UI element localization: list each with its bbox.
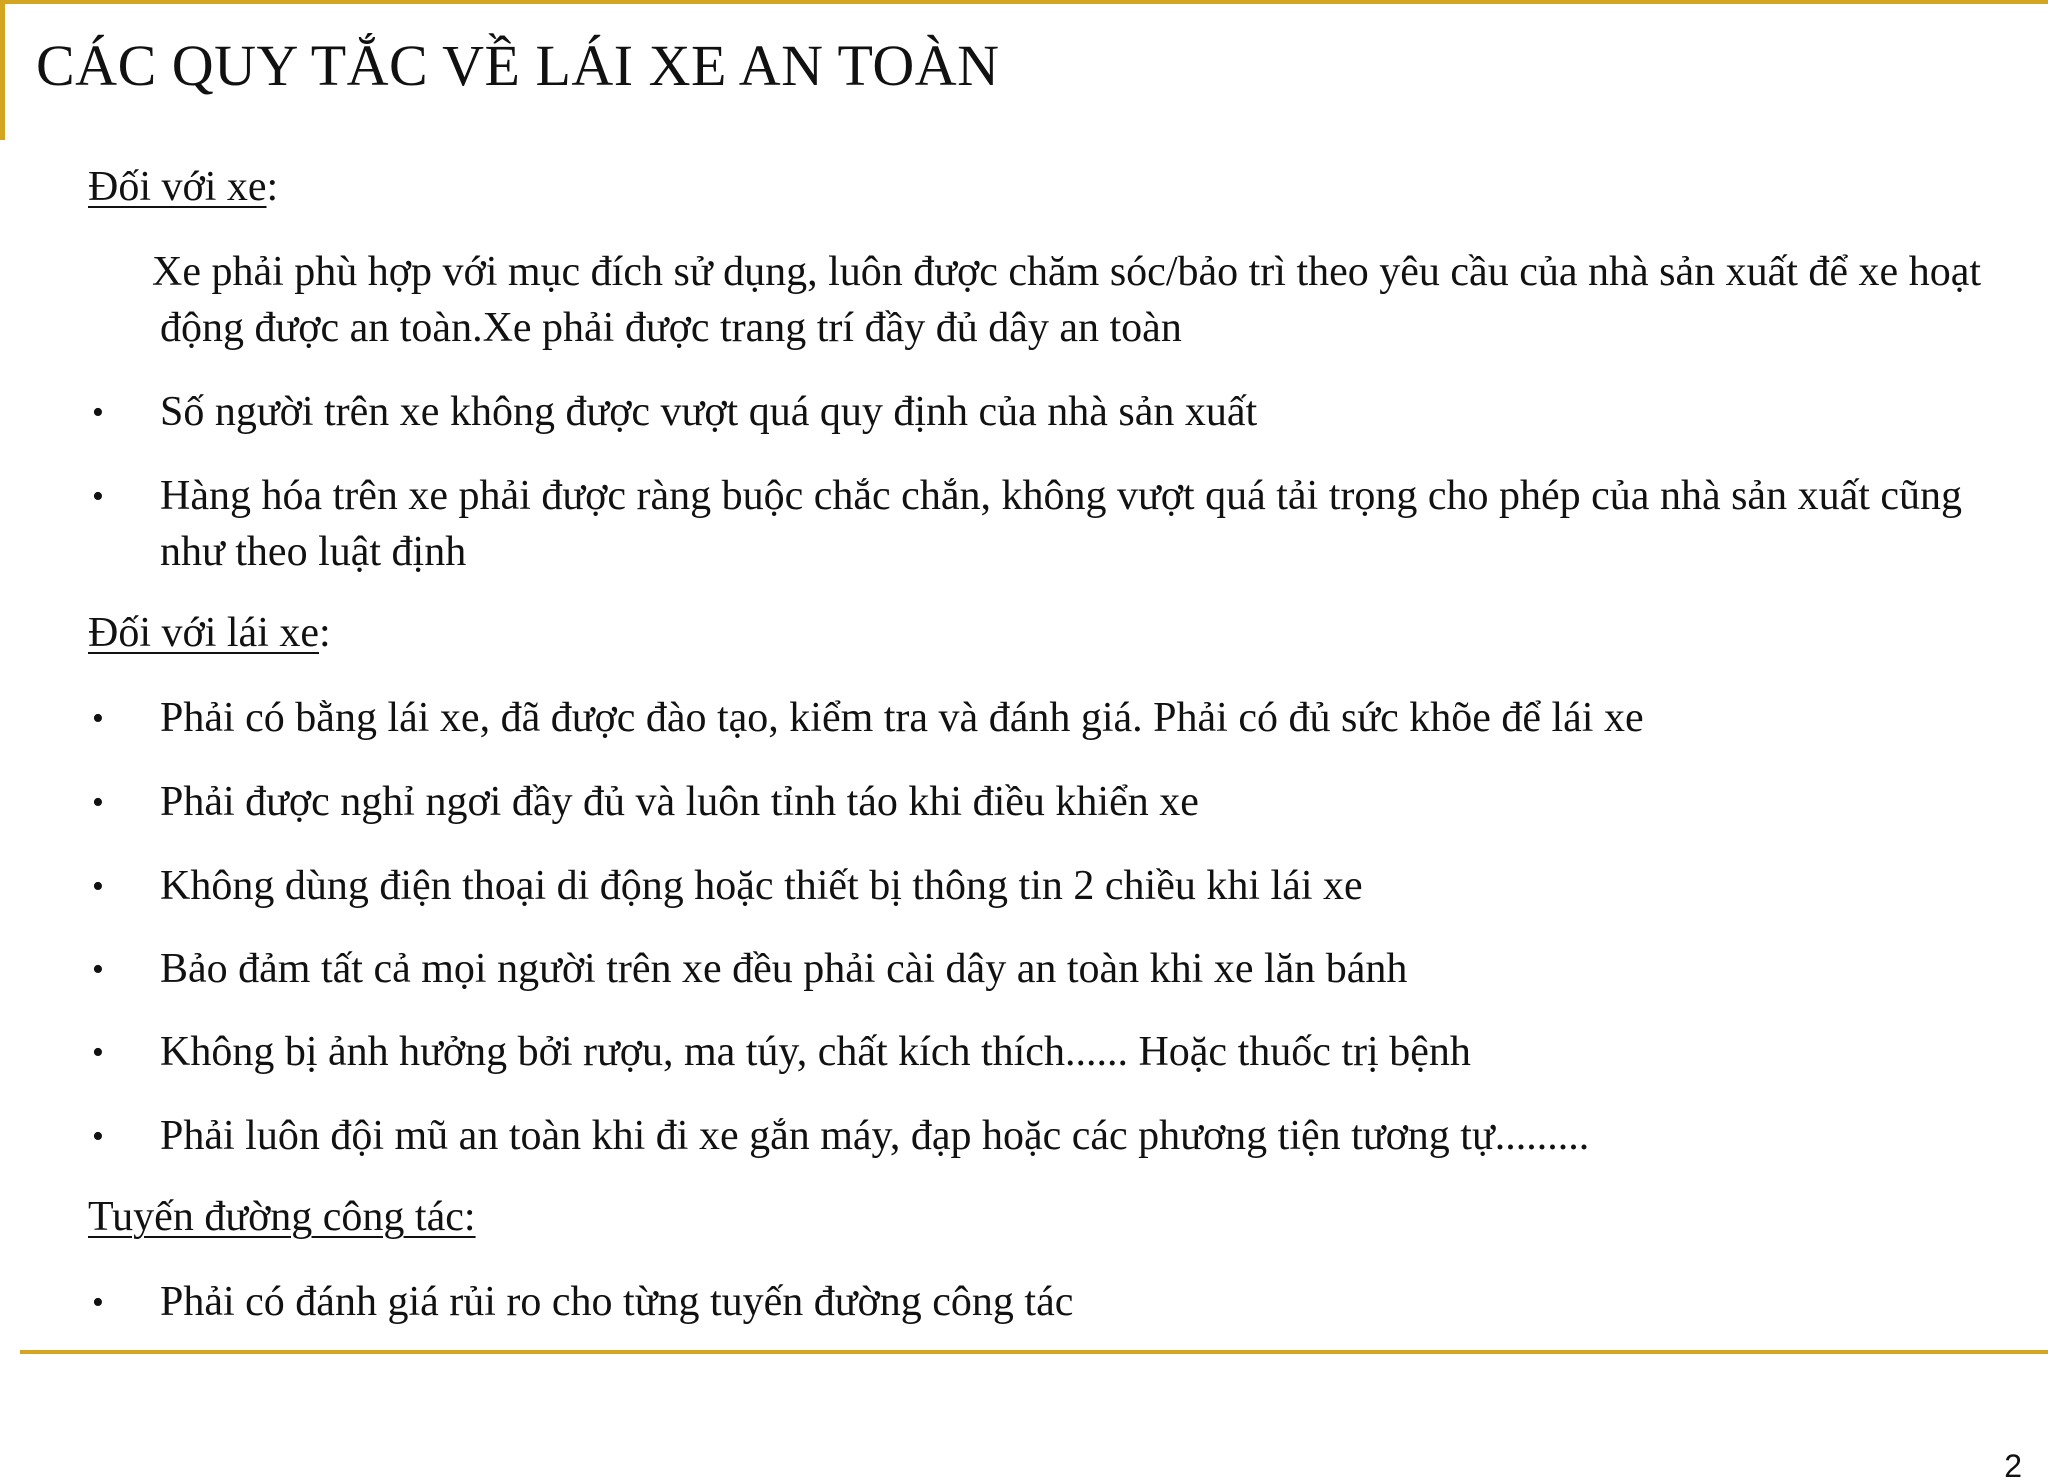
section-heading-driver-suffix: : <box>319 610 331 656</box>
bullet-marker: • <box>92 784 104 821</box>
section-heading-route <box>88 1190 476 1244</box>
driver-bullet-4: Bảo đảm tất cả mọi người trên xe đều phải cài dây an toàn khi xe lăn bánh <box>160 946 1408 992</box>
bullet-marker: • <box>92 951 104 988</box>
section-heading-route-text: Tuyến đường công tác: <box>88 1194 476 1240</box>
section-heading-driver <box>88 606 331 660</box>
left-accent-rule <box>0 0 5 140</box>
bullet-marker: • <box>92 394 104 431</box>
driver-bullet-3: Không dùng điện thoại di động hoặc thiết bị thông tin 2 chiều khi lái xe <box>160 863 1363 909</box>
vehicle-bullet-2: Hàng hóa trên xe phải được ràng buộc chắc chắn, không vượt quá tải trọng cho phép của nhà sản xuất cũng như theo luật định <box>160 473 1963 575</box>
driver-bullet-6: Phải luôn đội mũ an toàn khi đi xe gắn máy, đạp hoặc các phương tiện tương tự......... <box>160 1113 1590 1159</box>
slide-title: CÁC QUY TẮC VỀ LÁI XE AN TOÀN <box>36 33 1000 98</box>
bullet-marker: • <box>92 1284 104 1321</box>
vehicle-intro-paragraph: Xe phải phù hợp với mục đích sử dụng, luôn được chăm sóc/bảo trì theo yêu cầu của nhà sản xuất để xe hoạt động được an toàn.Xe phải được trang trí đầy đủ dây an toàn <box>152 249 1982 351</box>
bullet-marker: • <box>92 868 104 905</box>
bullet-marker: • <box>92 1034 104 1071</box>
section-heading-vehicle <box>88 160 278 214</box>
driver-bullet-5: Không bị ảnh hưởng bởi rượu, ma túy, chất kích thích...... Hoặc thuốc trị bệnh <box>160 1029 1471 1075</box>
section-heading-vehicle-suffix: : <box>266 164 279 210</box>
driver-bullet-2: Phải được nghỉ ngơi đầy đủ và luôn tỉnh táo khi điều khiển xe <box>160 779 1199 825</box>
bottom-accent-rule <box>20 1350 2048 1354</box>
bullet-marker: • <box>92 478 104 515</box>
section-heading-vehicle-text: Đối với xe <box>88 164 267 210</box>
bullet-marker: • <box>92 1118 104 1155</box>
section-heading-driver-text: Đối với lái xe <box>88 610 319 656</box>
route-bullet-1: Phải có đánh giá rủi ro cho từng tuyến đường công tác <box>160 1279 1074 1325</box>
top-accent-rule <box>0 0 2048 4</box>
vehicle-bullet-1: Số người trên xe không được vượt quá quy định của nhà sản xuất <box>160 389 1258 435</box>
page-number: 2 <box>2004 1448 2022 1484</box>
bullet-marker: • <box>92 700 104 737</box>
driver-bullet-1: Phải có bằng lái xe, đã được đào tạo, kiểm tra và đánh giá. Phải có đủ sức khõe để lái xe <box>160 695 1644 741</box>
